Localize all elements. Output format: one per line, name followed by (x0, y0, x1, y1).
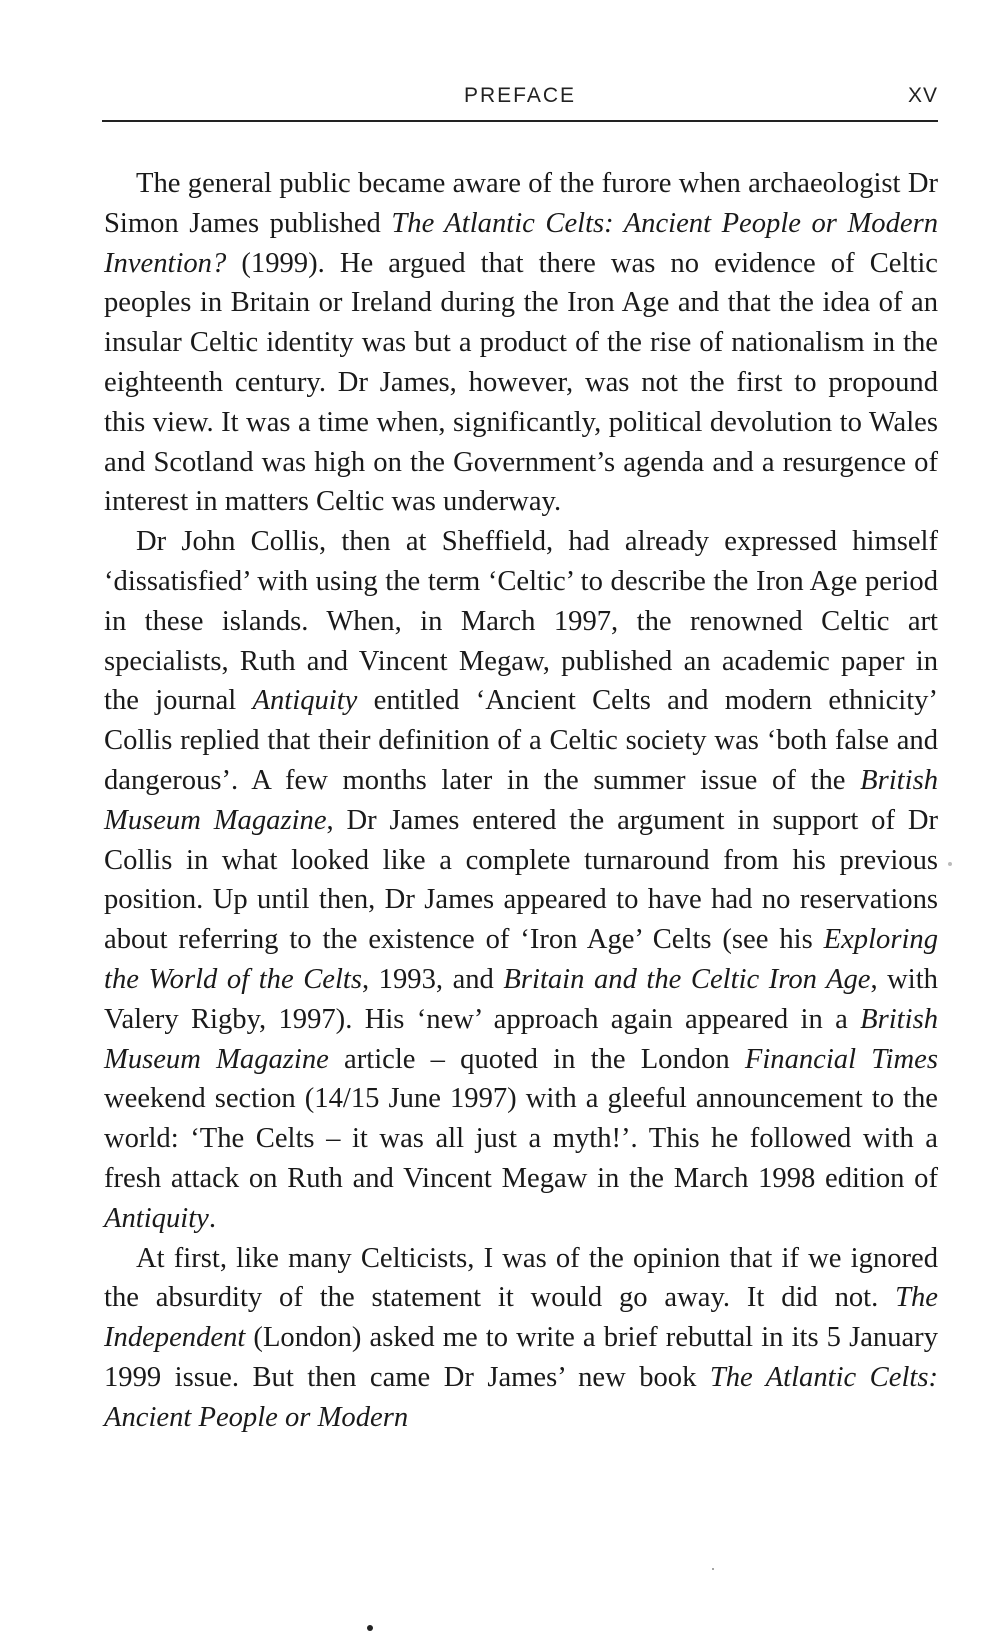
text-run: entitled ‘Ancient Celts and modern ethnicity’ Collis replied that their definition of a Celtic society was ‘both false and dangerous’. A few months later in the summer issue of the (104, 685, 938, 796)
text-run: (London) asked me to write a brief rebuttal in its 5 January 1999 issue. But then came Dr James’ new book (104, 1322, 938, 1393)
print-speck (712, 1568, 714, 1570)
newspaper-title: The Independent (104, 1282, 938, 1354)
print-speck (367, 1625, 373, 1631)
newspaper-title: Financial Times (744, 1043, 938, 1075)
book-title: The Atlantic Celts: Ancient People or Modern Invention? (104, 207, 939, 279)
paragraph (104, 164, 938, 522)
text-run: , Dr James entered the argument in support of Dr Collis in what looked like a complete turnaround from his previous position. Up until then, Dr James appeared to have had no reservations about referring to the existence of ‘Iron Age’ Celts (see his (104, 804, 938, 956)
text-run: Dr John Collis, then at Sheffield, had already expressed himself ‘dissatisfied’ with using the term ‘Celtic’ to describe the Iron Age period in these islands. When, in March 1997, the renowned Celtic art specialists, Ruth and Vincent Megaw, published an academic paper in the journal (104, 526, 938, 717)
text-run: The general public became aware of the furore when archaeologist Dr Simon James published (104, 168, 938, 239)
book-title: Britain and the Celtic Iron Age (503, 963, 871, 995)
magazine-title: British Museum Magazine (104, 764, 938, 836)
page-number: XV (907, 84, 938, 107)
text-run: weekend section (14/15 June 1997) with a gleeful announcement to the world: ‘The Celts – it was all just a myth!’. This he followed with a fresh attack on Ruth and Vincent Megaw in the March 1998 edition of (104, 1083, 938, 1194)
book-title: Exploring the World of the Celts (104, 924, 938, 995)
text-run: , with Valery Rigby, 1997). His ‘new’ approach again appeared in a (104, 963, 938, 1035)
text-run: . (208, 1202, 216, 1234)
text-run: article – quoted in the London (328, 1043, 745, 1075)
journal-title: Antiquity (104, 1202, 209, 1234)
magazine-title: British Museum Magazine (104, 1003, 938, 1075)
journal-title: Antiquity (252, 685, 358, 717)
book-title: The Atlantic Celts: Ancient People or Modern (104, 1361, 938, 1433)
body-text (104, 164, 938, 1438)
text-run: At first, like many Celticists, I was of the opinion that if we ignored the absurdity of the statement it would go away. It did not. (104, 1242, 938, 1314)
running-head: PREFACE (463, 84, 577, 107)
print-speck (948, 862, 952, 866)
running-header (102, 84, 938, 122)
text-run: (1999). He argued that there was no evidence of Celtic peoples in Britain or Ireland during the Iron Age and that the idea of an insular Celtic identity was but a product of the rise of nationalism in the eighteenth century. Dr James, however, was not the first to propound this view. It was a time when, significantly, political devolution to Wales and Scotland was high on the Government’s agenda and a resurgence of interest in matters Celtic was underway. (104, 247, 938, 518)
paragraph (104, 1239, 938, 1438)
text-run: , 1993, and (361, 963, 504, 995)
paragraph (104, 522, 938, 1238)
